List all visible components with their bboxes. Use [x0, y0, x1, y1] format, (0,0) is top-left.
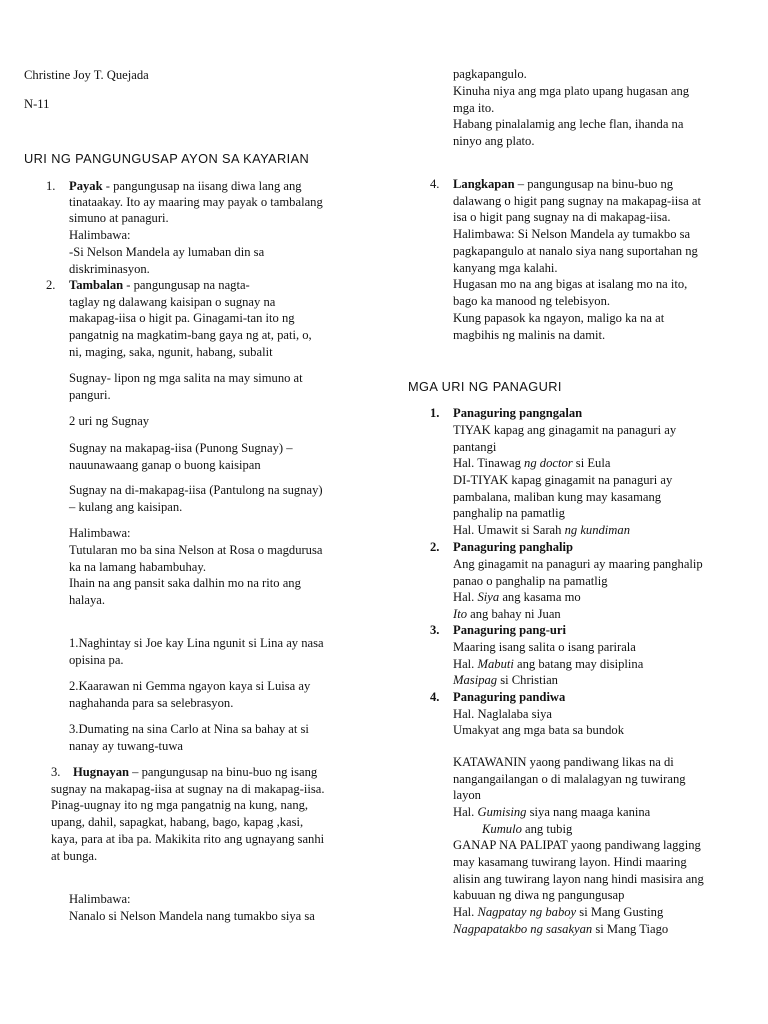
numbered-example: 2.Kaarawan ni Gemma ngayon kaya si Luisa ay	[69, 679, 311, 693]
item-term: Tambalan	[69, 278, 124, 292]
item-line: Hal. Mabuti ang batang may disiplina	[453, 657, 644, 671]
ganap-definition: GANAP NA PALIPAT yaong pandiwang lagging	[453, 838, 701, 852]
item-line: Hugasan mo na ang bigas at isalang mo na ito,	[453, 277, 688, 291]
item-line	[453, 176, 673, 193]
example-line: Habang pinalalamig ang leche flan, ihanda na	[453, 117, 684, 131]
ganap-definition: may kasamang tuwirang layon. Hindi maaring	[453, 855, 687, 869]
sugnay-definition: panguri.	[69, 388, 111, 402]
item-line	[73, 764, 317, 781]
item-line	[69, 178, 302, 195]
item-line: Kung papasok ka ngayon, maligo ka na at	[453, 311, 665, 325]
example-label: Halimbawa:	[69, 526, 131, 540]
item-number: 2.	[430, 540, 440, 554]
item-line: pambalana, maliban kung may kasamang	[453, 490, 662, 504]
pantulong-sugnay: Sugnay na di-makapag-iisa (Pantulong na sugnay)	[69, 483, 323, 497]
item-line: tinataakay. Ito ay maaring may payak o tambalang	[69, 195, 323, 209]
item-line: dalawang o higit pang sugnay na makapag-iisa at	[453, 194, 701, 208]
item-term: Langkapan	[453, 177, 515, 191]
item-number: 4.	[430, 690, 440, 704]
item-number: 1.	[46, 179, 56, 193]
item-line: Hal. Tinawag ng doctor si Eula	[453, 456, 611, 470]
item-line: DI-TIYAK kapag ginagamit na panaguri ay	[453, 473, 673, 487]
numbered-example: 3.Dumating na sina Carlo at Nina sa bahay at si	[69, 722, 309, 736]
numbered-example: naghahanda para sa selebrasyon.	[69, 696, 234, 710]
item-line: TIYAK kapag ang ginagamit na panaguri ay	[453, 423, 677, 437]
item-number: 4.	[430, 177, 440, 191]
item-line: ni, maging, saka, ngunit, habang, subalit	[69, 345, 273, 359]
item-line: isa o higit pang sugnay na di makapag-iisa.	[453, 210, 671, 224]
item-line: Halimbawa: Si Nelson Mandela ay tumakbo sa	[453, 227, 691, 241]
item-line: pantangi	[453, 440, 497, 454]
item-line: bago ka manood ng telebisyon.	[453, 294, 611, 308]
item-term: Panaguring pangngalan	[453, 406, 583, 420]
item-line: Pinag-uugnay ito ng mga pangatnig na kung, nang,	[51, 798, 309, 812]
example-line: halaya.	[69, 593, 106, 607]
item-line: upang, dahil, sapagkat, habang, bago, kapag ,kasi,	[51, 815, 304, 829]
example-line: mga ito.	[453, 101, 495, 115]
pantulong-sugnay: – kulang ang kaisipan.	[69, 500, 183, 514]
item-number: 3.	[430, 623, 440, 637]
item-number: 3.	[51, 765, 61, 779]
item-text: – pangungusap na binu-buo ng	[514, 177, 674, 191]
item-line: Halimbawa:	[69, 228, 131, 242]
item-line: Ito ang bahay ni Juan	[453, 607, 561, 621]
example-line: Ihain na ang pansit saka dalhin mo na rito ang	[69, 576, 301, 590]
item-text: - pangungusap na nagta-	[123, 278, 250, 292]
numbered-example: nanay ay tuwang-tuwa	[69, 739, 184, 753]
numbered-example: 1.Naghintay si Joe kay Lina ngunit si Lina ay nasa	[69, 636, 324, 650]
item-term: Payak	[69, 179, 103, 193]
katawanin-definition: layon	[453, 788, 481, 802]
item-line: Hal. Siya ang kasama mo	[453, 590, 581, 604]
katawanin-definition: KATAWANIN yaong pandiwang likas na di	[453, 755, 674, 769]
example-line: pagkapangulo.	[453, 67, 527, 81]
punong-sugnay: Sugnay na makapag-iisa (Punong Sugnay) –	[69, 441, 293, 455]
punong-sugnay: nauunawaang ganap o buong kaisipan	[69, 458, 261, 472]
ganap-definition: alisin ang tuwirang layon nang hindi masisira ang	[453, 872, 704, 886]
item-line	[69, 277, 250, 294]
item-line: Hal. Naglalaba siya	[453, 707, 552, 721]
example-label: Halimbawa:	[69, 892, 131, 906]
item-number: 2.	[46, 278, 56, 292]
katawanin-definition: nangangailangan o di malalagyan ng tuwirang	[453, 772, 686, 786]
author-name: Christine Joy T. Quejada	[24, 68, 149, 82]
item-line: -Si Nelson Mandela ay lumaban din sa	[69, 245, 265, 259]
item-term: Hugnayan	[73, 765, 129, 779]
item-line: at bunga.	[51, 849, 98, 863]
item-line: Ang ginagamit na panaguri ay maaring panghalip	[453, 557, 703, 571]
item-line: panao o panghalip na pamatlig	[453, 574, 608, 588]
example-line: ninyo ang plato.	[453, 134, 535, 148]
ganap-example: Hal. Nagpatay ng baboy si Mang Gusting	[453, 905, 664, 919]
item-line: kanyang mga kalahi.	[453, 261, 558, 275]
ganap-example: Nagpapatakbo ng sasakyan si Mang Tiago	[453, 922, 669, 936]
katawanin-example: Hal. Gumising siya nang maaga kanina	[453, 805, 651, 819]
example-line: ka na lamang habambuhay.	[69, 560, 206, 574]
item-term: Panaguring pang-uri	[453, 623, 567, 637]
section-label: N-11	[24, 97, 50, 111]
item-line: Hal. Umawit si Sarah ng kundiman	[453, 523, 630, 537]
item-term: Panaguring pandiwa	[453, 690, 566, 704]
item-line: Masipag si Christian	[453, 673, 558, 687]
heading-kayarian: URI NG PANGUNGUSAP AYON SA KAYARIAN	[24, 151, 310, 166]
sugnay-definition: Sugnay- lipon ng mga salita na may simuno at	[69, 371, 303, 385]
katawanin-example: Kumulo ang tubig	[482, 822, 573, 836]
item-line: pangatnig na magkatim-bang gaya ng at, pati, o,	[69, 328, 312, 342]
numbered-example: opisina pa.	[69, 653, 124, 667]
item-number: 1.	[430, 406, 440, 420]
ganap-definition: kabuuan ng diwa ng pangungusap	[453, 888, 625, 902]
example-line: Kinuha niya ang mga plato upang hugasan ang	[453, 84, 690, 98]
example-line: Nanalo si Nelson Mandela nang tumakbo siya sa	[69, 909, 315, 923]
item-term: Panaguring panghalip	[453, 540, 574, 554]
item-line: Maaring isang salita o isang parirala	[453, 640, 636, 654]
item-line: kaya, para at iba pa. Makikita rito ang ugnayang sanhi	[51, 832, 325, 846]
item-line: magbihis ng malinis na damit.	[453, 328, 606, 342]
sugnay-types-label: 2 uri ng Sugnay	[69, 414, 150, 428]
item-line: sugnay na makapag-iisa at sugnay na di makapag-iisa.	[51, 782, 325, 796]
item-line: taglay ng dalawang kaisipan o sugnay na	[69, 295, 276, 309]
item-text: – pangungusap na binu-buo ng isang	[129, 765, 318, 779]
example-line: Tutularan mo ba sina Nelson at Rosa o magdurusa	[69, 543, 323, 557]
item-line: Umakyat ang mga bata sa bundok	[453, 723, 625, 737]
item-line: pagkapangulo at nanalo siya nang suportahan ng	[453, 244, 698, 258]
item-line: makapag-iisa o higit pa. Ginagami-tan ito ng	[69, 311, 295, 325]
item-line: simuno at panaguri.	[69, 211, 169, 225]
item-line: diskriminasyon.	[69, 262, 150, 276]
heading-panaguri: MGA URI NG PANAGURI	[408, 379, 562, 394]
item-line: panghalip na pamatlig	[453, 506, 565, 520]
item-text: - pangungusap na iisang diwa lang ang	[102, 179, 302, 193]
